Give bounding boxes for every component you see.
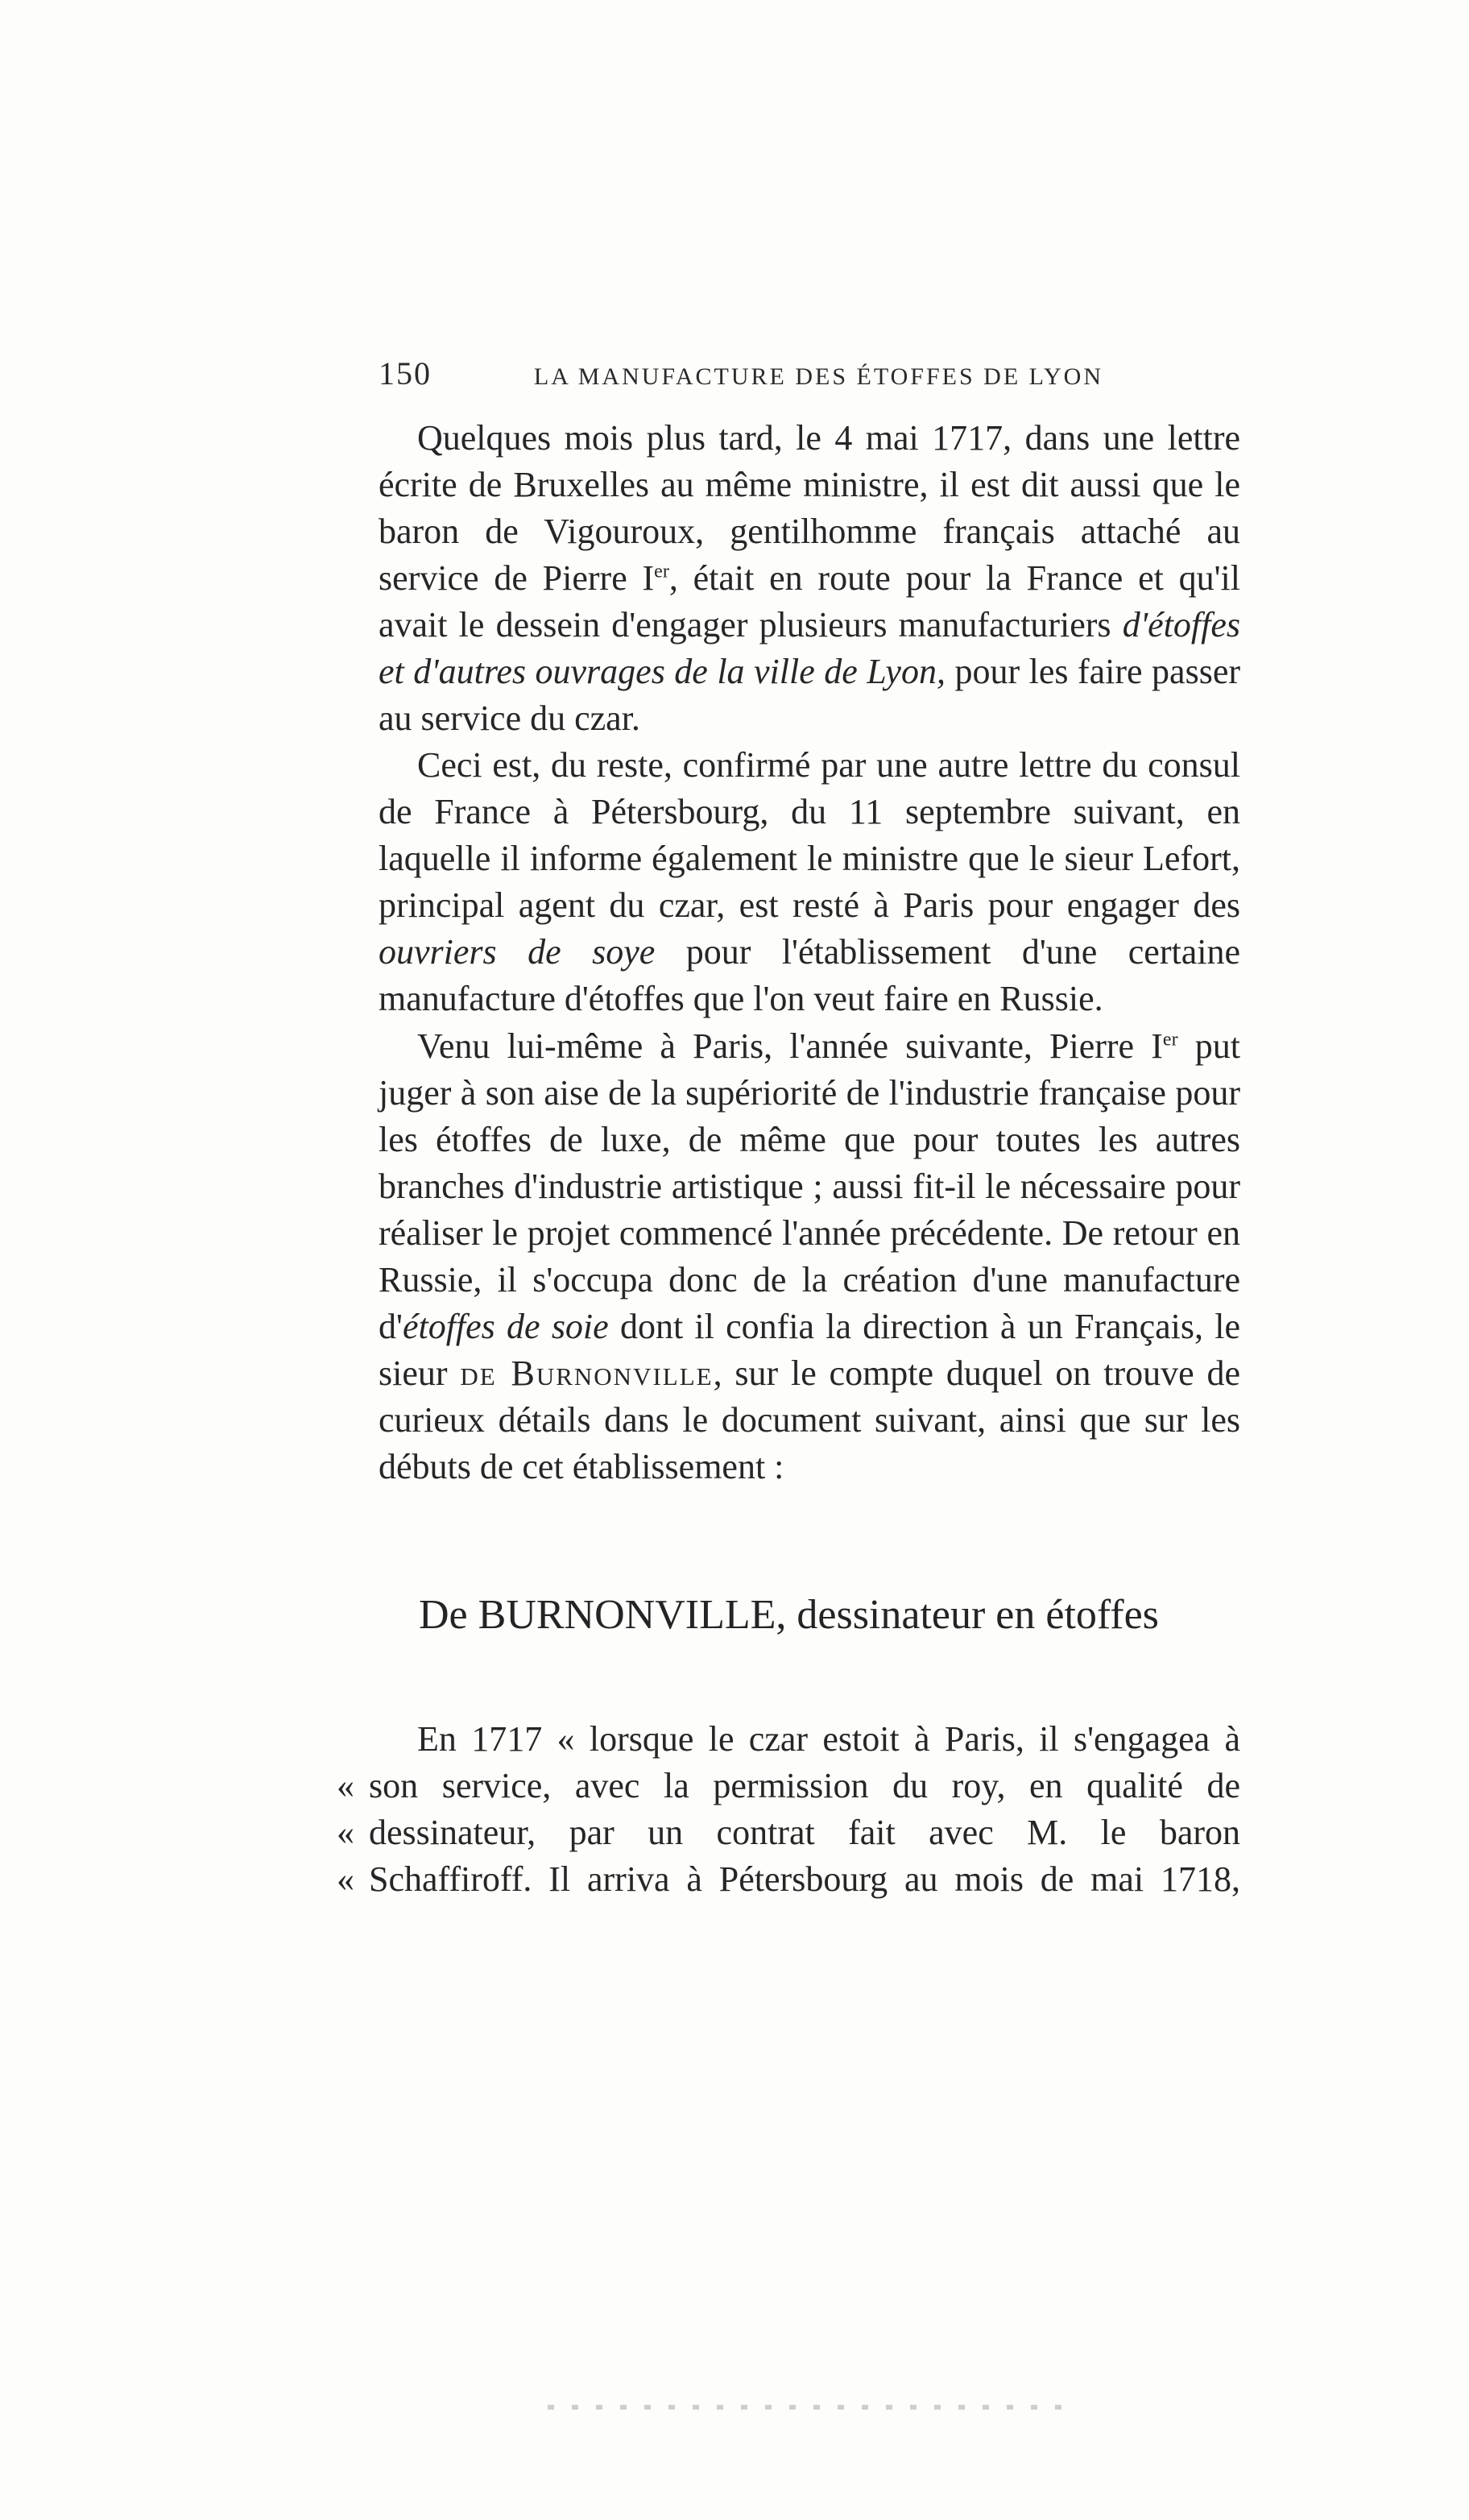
paragraph-3-text — [379, 1023, 1240, 1490]
quote-line-3-text: dessinateur, par un contrat fait avec M. le baron — [369, 1813, 1240, 1852]
paragraph-2 — [379, 742, 1240, 1022]
paragraph-2-text — [379, 742, 1240, 1022]
quote-mark: « — [337, 1766, 354, 1805]
quote-mark: « — [337, 1859, 354, 1899]
p3-text-c: dont il confia la direction à un Français, le sieur — [379, 1307, 1241, 1393]
paragraph-1 — [379, 415, 1240, 742]
page-number: 150 — [379, 355, 432, 392]
quote-line-3 — [337, 1809, 1240, 1856]
p1-text-b: , était en route pour la France et qu'il avait le dessein d'engager plusieurs manufacturiers — [379, 558, 1240, 645]
quote-line-2 — [337, 1763, 1240, 1809]
quote-mark: « — [337, 1813, 354, 1852]
p1-text-a: Quelques mois plus tard, le 4 mai 1717, dans une lettre écrite de Bruxelles au même ministre, il est dit aussi que le baron de Vigouroux, gentilhomme français attaché au service de Pierre I — [379, 418, 1240, 598]
p1-italic: d'étoffes et d'autres ouvrages de la ville de Lyon, — [379, 605, 1240, 691]
quote-line-1: En 1717 « lorsque le czar estoit à Paris, il s'engagea à — [417, 1719, 1240, 1759]
running-title: LA MANUFACTURE DES ÉTOFFES DE LYON — [533, 363, 1103, 390]
section-heading: De BURNONVILLE, dessinateur en étoffes — [419, 1592, 1159, 1638]
p3-text-b: put juger à son aise de la supériorité de l'industrie française pour les étoffes de luxe, de même que pour toutes les autres branches d'industrie artistique ; aussi fit-il le nécessaire pour réaliser le projet commencé l'année précédente. De retour en Russie, il s'occupa donc de la création d'une manufacture d' — [379, 1026, 1240, 1346]
quote-line-4-text: Schaffiroff. Il arriva à Pétersbourg au mois de mai 1718, — [369, 1859, 1240, 1899]
scan-smudge — [548, 2405, 1079, 2410]
p1-text-c: pour les faire passer au service du czar. — [379, 652, 1240, 738]
p2-text-b: pour l'établissement d'une certaine manufacture d'étoffes que l'on veut faire en Russie. — [379, 932, 1240, 1018]
p3-italic: étoffes de soie — [402, 1307, 609, 1346]
p3-superscript: er — [1162, 1029, 1178, 1051]
quote-block — [337, 1716, 1240, 1903]
p3-text-d: , sur le compte duquel on trouve de curieux détails dans le document suivant, ainsi que sur les débuts de cet établissement : — [379, 1353, 1240, 1486]
quote-line-2-text: son service, avec la permission du roy, en qualité de — [369, 1766, 1240, 1805]
paragraph-3 — [379, 1023, 1240, 1490]
running-head — [379, 354, 1289, 395]
quote-line-4 — [337, 1856, 1240, 1903]
p3-text-a: Venu lui-même à Paris, l'année suivante, Pierre I — [417, 1026, 1163, 1066]
p2-text-a: Ceci est, du reste, confirmé par une autre lettre du consul de France à Pétersbourg, du 11 septembre suivant, en laquelle il informe également le ministre que le sieur Lefort, principal agent du czar, est resté à Paris pour engager des — [379, 745, 1240, 925]
p3-smallcaps-name: de Burnonville — [460, 1353, 714, 1393]
paragraph-1-text — [379, 415, 1240, 742]
p2-italic: ouvriers de soye — [379, 932, 656, 972]
p1-superscript: er — [654, 561, 669, 582]
